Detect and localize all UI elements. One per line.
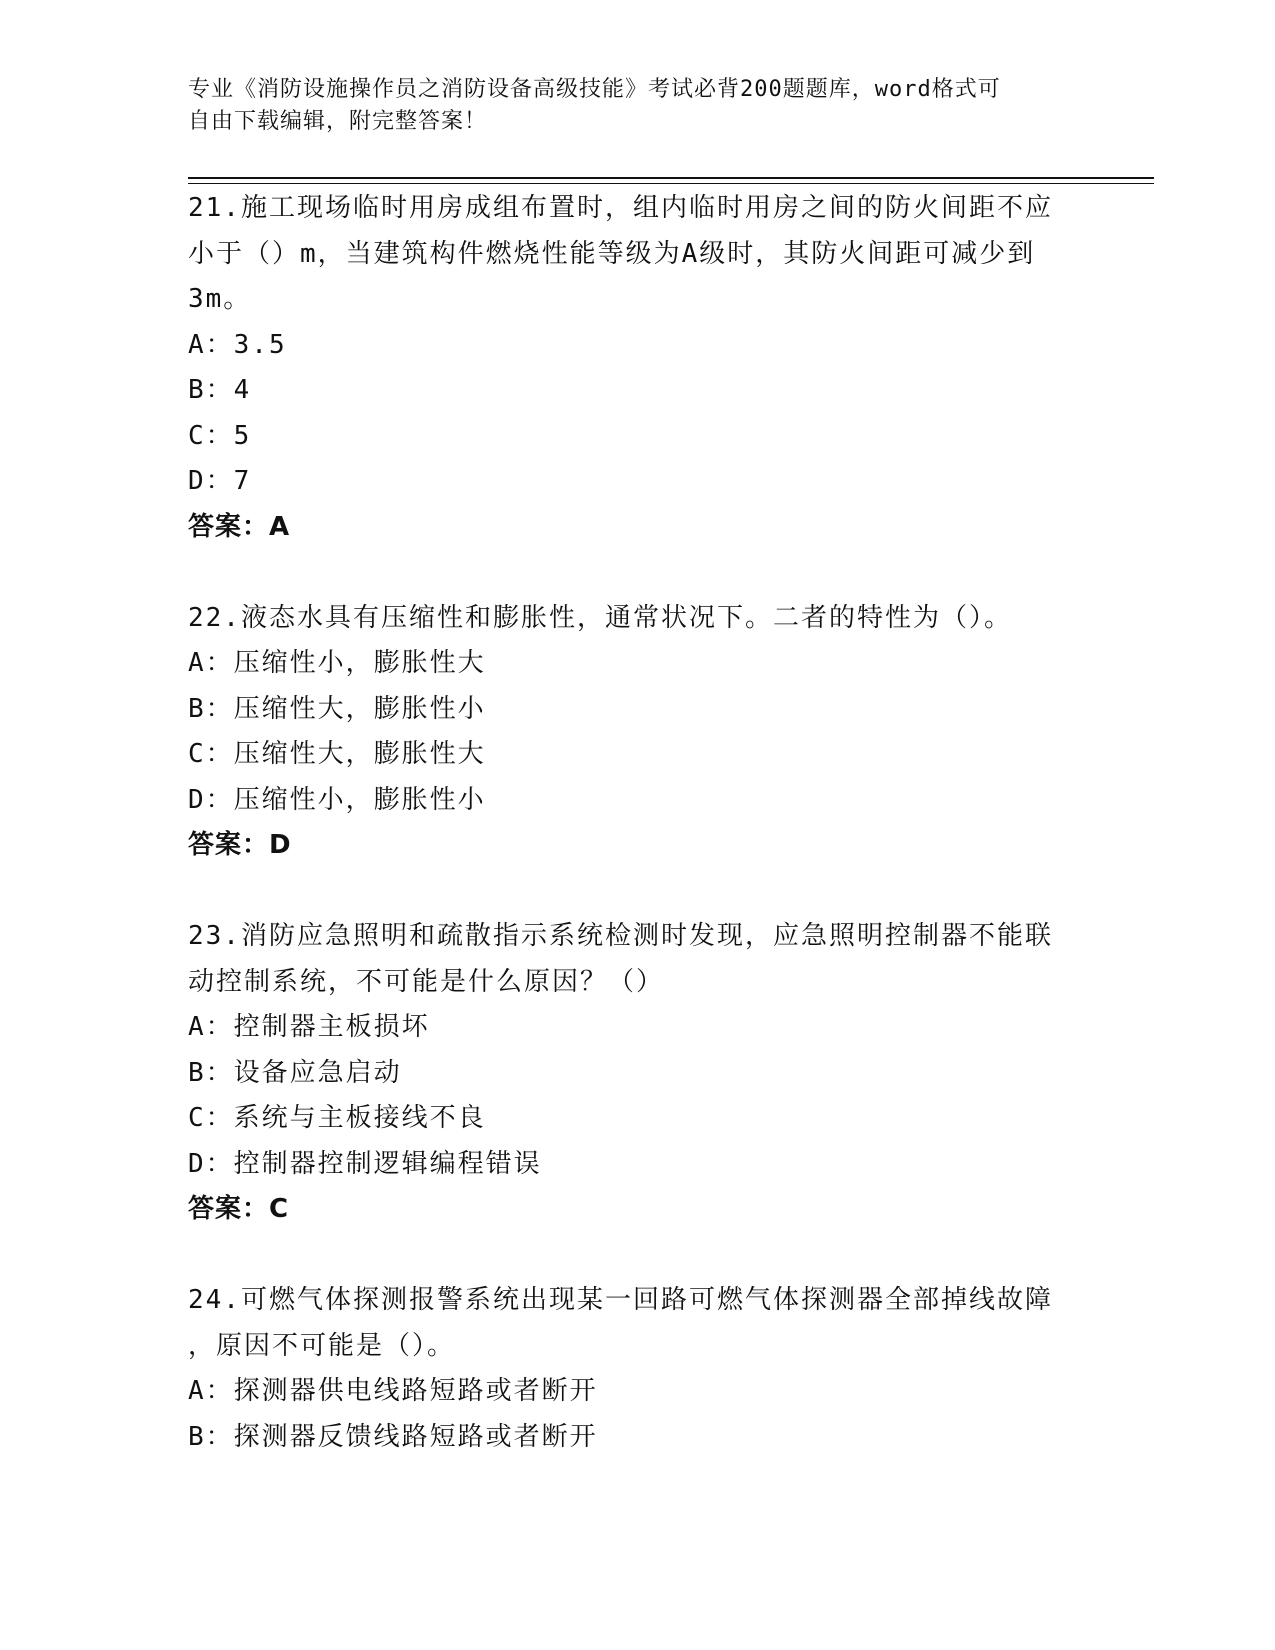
question-text-line: 22.液态水具有压缩性和膨胀性，通常状况下。二者的特性为（）。: [188, 602, 1012, 633]
question-spacer: [188, 1233, 1088, 1279]
option-a: A：探测器供电线路短路或者断开: [188, 1376, 598, 1406]
question-23: [188, 914, 1088, 1233]
option-c: C：压缩性大，膨胀性大: [188, 739, 486, 769]
option-a: A：压缩性小，膨胀性大: [188, 648, 486, 678]
header-line: 专业《消防设施操作员之消防设备高级技能》考试必背200题题库，word格式可: [188, 77, 1001, 102]
answer-line: 答案：C: [188, 1194, 290, 1224]
answer-line: 答案：D: [188, 830, 292, 860]
option-d: D：控制器控制逻辑编程错误: [188, 1148, 542, 1179]
option-b: B：压缩性大，膨胀性小: [188, 693, 486, 724]
option-a: A：控制器主板损坏: [188, 1012, 430, 1042]
option-b: B：探测器反馈线路短路或者断开: [188, 1421, 598, 1452]
header-divider-thin: [188, 183, 1154, 184]
question-text-line: 动控制系统，不可能是什么原因？（）: [188, 966, 665, 997]
question-list: [188, 186, 1088, 1460]
header-divider-thick: [188, 177, 1154, 179]
option-c: C：5: [188, 420, 252, 451]
question-text-line: 23.消防应急照明和疏散指示系统检测时发现，应急照明控制器不能联: [188, 921, 1053, 951]
option-d: D：压缩性小，膨胀性小: [188, 784, 486, 815]
answer-line: 答案：A: [188, 511, 291, 542]
option-b: B：设备应急启动: [188, 1057, 402, 1088]
header-line: 自由下载编辑，附完整答案！: [188, 109, 488, 134]
option-d: D：7: [188, 466, 252, 496]
option-b: B：4: [188, 375, 252, 405]
question-21: [188, 186, 1088, 550]
question-text-line: 小于（）m，当建筑构件燃烧性能等级为A级时，其防火间距可减少到: [188, 238, 1036, 269]
question-text-line: 21.施工现场临时用房成组布置时，组内临时用房之间的防火间距不应: [188, 193, 1053, 223]
question-text-line: ，原因不可能是（）。: [188, 1330, 456, 1361]
question-text-line: 3m。: [188, 284, 252, 314]
question-24: [188, 1278, 1088, 1460]
question-text-line: 24.可燃气体探测报警系统出现某一回路可燃气体探测器全部掉线故障: [188, 1285, 1053, 1315]
option-c: C：系统与主板接线不良: [188, 1103, 486, 1133]
question-22: [188, 596, 1088, 869]
option-a: A：3.5: [188, 329, 287, 360]
question-spacer: [188, 869, 1088, 915]
question-spacer: [188, 550, 1088, 596]
document-header: [188, 74, 1088, 138]
